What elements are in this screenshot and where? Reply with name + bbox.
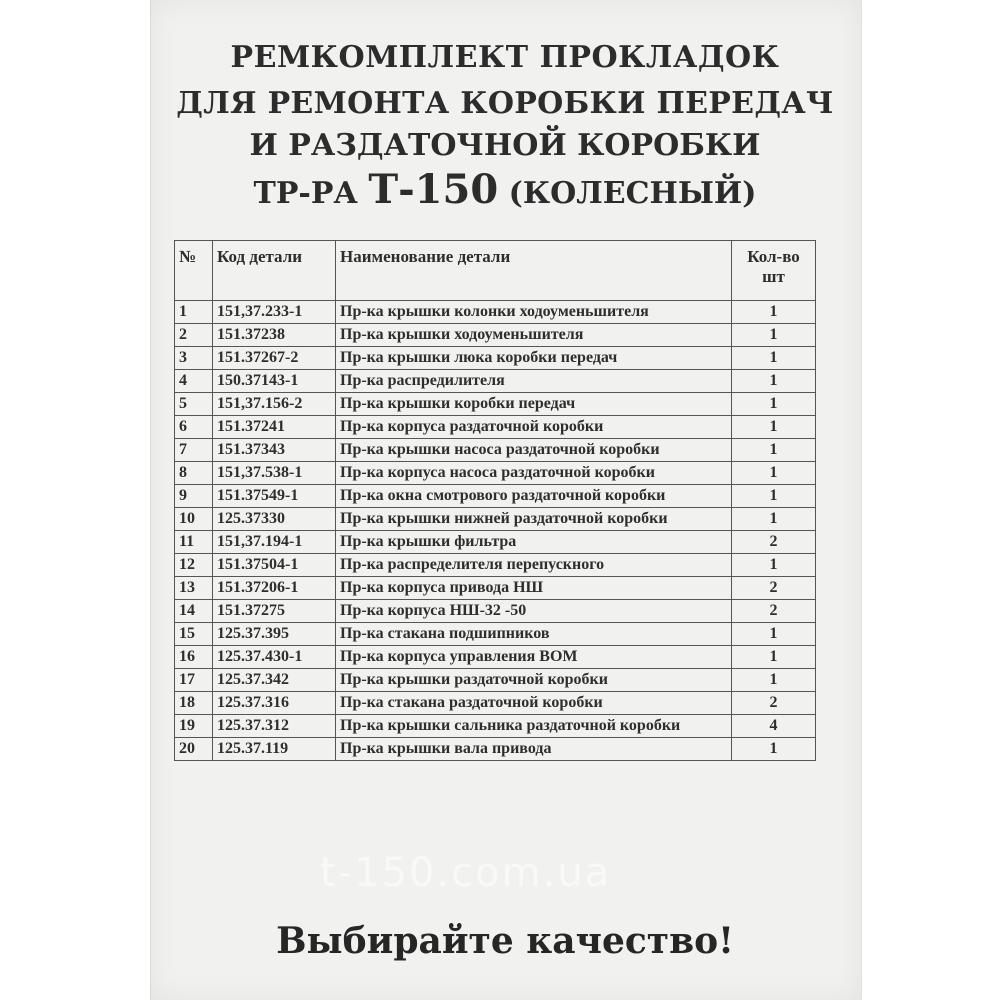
table-header-row [175, 241, 816, 301]
table-row [175, 554, 816, 577]
part-code: 151,37.156-2 [213, 393, 336, 416]
row-number: 20 [175, 738, 213, 761]
table-row [175, 462, 816, 485]
table-row [175, 439, 816, 462]
part-code: 125.37.430-1 [213, 646, 336, 669]
part-code: 151.37241 [213, 416, 336, 439]
tractor-prefix: ТР-РА [253, 176, 369, 211]
part-quantity: 1 [732, 462, 816, 485]
part-name: Пр-ка крышки сальника раздаточной коробки [336, 715, 732, 738]
part-code: 125.37.342 [213, 669, 336, 692]
table-row [175, 347, 816, 370]
part-name: Пр-ка распредилителя [336, 370, 732, 393]
title-line-1: РЕМКОМПЛЕКТ ПРОКЛАДОК [230, 40, 780, 75]
part-quantity: 1 [732, 554, 816, 577]
part-quantity: 1 [732, 738, 816, 761]
part-quantity: 1 [732, 370, 816, 393]
title-line-2: ДЛЯ РЕМОНТА КОРОБКИ ПЕРЕДАЧ [176, 86, 834, 121]
table-row [175, 508, 816, 531]
part-code: 125.37.316 [213, 692, 336, 715]
row-number: 19 [175, 715, 213, 738]
part-code: 125.37330 [213, 508, 336, 531]
part-quantity: 1 [732, 301, 816, 324]
table-row [175, 623, 816, 646]
title-line-4 [150, 166, 860, 213]
part-quantity: 4 [732, 715, 816, 738]
part-name: Пр-ка крышки вала привода [336, 738, 732, 761]
part-quantity: 2 [732, 692, 816, 715]
part-quantity: 2 [732, 600, 816, 623]
part-code: 125.37.312 [213, 715, 336, 738]
column-header-code: Код детали [213, 241, 336, 301]
row-number: 2 [175, 324, 213, 347]
table-row [175, 738, 816, 761]
part-name: Пр-ка крышки нижней раздаточной коробки [336, 508, 732, 531]
part-name: Пр-ка крышки люка коробки передач [336, 347, 732, 370]
table-row [175, 715, 816, 738]
slogan: Выбирайте качество! [276, 920, 734, 962]
part-quantity: 2 [732, 577, 816, 600]
part-quantity: 1 [732, 508, 816, 531]
title-line-3: И РАЗДАТОЧНОЙ КОРОБКИ [249, 128, 761, 163]
row-number: 6 [175, 416, 213, 439]
row-number: 13 [175, 577, 213, 600]
part-name: Пр-ка крышки раздаточной коробки [336, 669, 732, 692]
column-header-quantity: Кол-во шт [732, 241, 816, 301]
table-row [175, 485, 816, 508]
parts-table [174, 240, 816, 761]
part-quantity: 1 [732, 324, 816, 347]
row-number: 3 [175, 347, 213, 370]
part-quantity: 1 [732, 485, 816, 508]
part-quantity: 1 [732, 439, 816, 462]
part-name: Пр-ка распределителя перепускного [336, 554, 732, 577]
part-code: 151,37.538-1 [213, 462, 336, 485]
row-number: 18 [175, 692, 213, 715]
part-code: 151.37275 [213, 600, 336, 623]
row-number: 8 [175, 462, 213, 485]
row-number: 1 [175, 301, 213, 324]
table-row [175, 301, 816, 324]
part-name: Пр-ка крышки колонки ходоуменьшителя [336, 301, 732, 324]
part-name: Пр-ка крышки ходоуменьшителя [336, 324, 732, 347]
row-number: 5 [175, 393, 213, 416]
part-name: Пр-ка корпуса раздаточной коробки [336, 416, 732, 439]
part-code: 151,37.233-1 [213, 301, 336, 324]
row-number: 9 [175, 485, 213, 508]
row-number: 14 [175, 600, 213, 623]
part-quantity: 1 [732, 416, 816, 439]
site-watermark: t-150.com.ua [320, 850, 612, 896]
part-quantity: 1 [732, 646, 816, 669]
part-quantity: 1 [732, 393, 816, 416]
table-row [175, 646, 816, 669]
part-name: Пр-ка корпуса управления ВОМ [336, 646, 732, 669]
part-name: Пр-ка крышки насоса раздаточной коробки [336, 439, 732, 462]
table-row [175, 577, 816, 600]
part-name: Пр-ка окна смотрового раздаточной коробки [336, 485, 732, 508]
row-number: 16 [175, 646, 213, 669]
row-number: 7 [175, 439, 213, 462]
part-name: Пр-ка корпуса насоса раздаточной коробки [336, 462, 732, 485]
part-code: 151.37504-1 [213, 554, 336, 577]
part-name: Пр-ка стакана раздаточной коробки [336, 692, 732, 715]
part-quantity: 1 [732, 623, 816, 646]
table-row [175, 393, 816, 416]
part-quantity: 2 [732, 531, 816, 554]
row-number: 12 [175, 554, 213, 577]
part-code: 151,37.194-1 [213, 531, 336, 554]
part-code: 151.37206-1 [213, 577, 336, 600]
part-code: 125.37.119 [213, 738, 336, 761]
part-name: Пр-ка корпуса привода НШ [336, 577, 732, 600]
row-number: 10 [175, 508, 213, 531]
table-row [175, 370, 816, 393]
table-row [175, 531, 816, 554]
part-code: 151.37343 [213, 439, 336, 462]
row-number: 4 [175, 370, 213, 393]
row-number: 17 [175, 669, 213, 692]
part-name: Пр-ка корпуса НШ-32 -50 [336, 600, 732, 623]
table-row [175, 669, 816, 692]
part-code: 151.37267-2 [213, 347, 336, 370]
part-name: Пр-ка крышки фильтра [336, 531, 732, 554]
table-row [175, 324, 816, 347]
table-row [175, 416, 816, 439]
part-name: Пр-ка стакана подшипников [336, 623, 732, 646]
column-header-name: Наименование детали [336, 241, 732, 301]
part-code: 151.37549-1 [213, 485, 336, 508]
part-code: 150.37143-1 [213, 370, 336, 393]
row-number: 15 [175, 623, 213, 646]
table-row [175, 600, 816, 623]
tractor-variant: (КОЛЕСНЫЙ) [498, 176, 757, 211]
table-row [175, 692, 816, 715]
column-header-number: № [175, 241, 213, 301]
tractor-model: Т-150 [368, 166, 499, 213]
row-number: 11 [175, 531, 213, 554]
part-quantity: 1 [732, 347, 816, 370]
parts-table-body [175, 301, 816, 761]
part-quantity: 1 [732, 669, 816, 692]
part-code: 125.37.395 [213, 623, 336, 646]
part-name: Пр-ка крышки коробки передач [336, 393, 732, 416]
part-code: 151.37238 [213, 324, 336, 347]
